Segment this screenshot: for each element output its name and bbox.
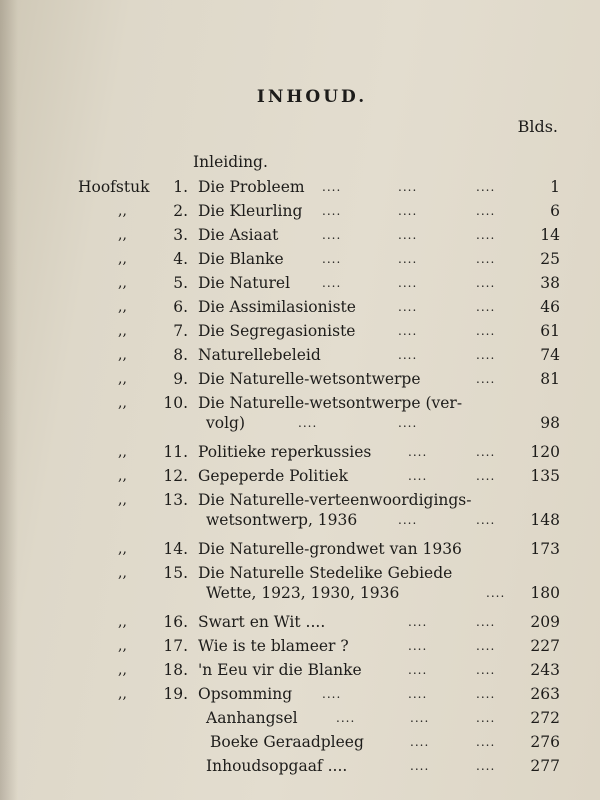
leader-dots: .... bbox=[410, 735, 430, 749]
leader-dots: .... bbox=[298, 416, 318, 430]
entry-page: 14 bbox=[540, 226, 560, 244]
ditto-mark: ,, bbox=[118, 371, 127, 387]
leader-dots: .... bbox=[408, 615, 428, 629]
leader-dots: .... bbox=[322, 228, 342, 242]
ditto-mark: ,, bbox=[118, 662, 127, 678]
entry-number: 14. bbox=[163, 540, 188, 558]
page-column-label: Blds. bbox=[517, 117, 558, 136]
leader-dots: .... bbox=[336, 711, 356, 725]
leader-dots: .... bbox=[408, 663, 428, 677]
ditto-mark: ,, bbox=[118, 323, 127, 339]
entry-page: 81 bbox=[540, 370, 560, 388]
entry-number: 8. bbox=[173, 346, 188, 364]
entry-page: 120 bbox=[530, 443, 560, 461]
entry-page: 148 bbox=[530, 511, 560, 529]
entry-number: 19. bbox=[163, 685, 188, 703]
leader-dots: .... bbox=[398, 348, 418, 362]
entry-page: 6 bbox=[550, 202, 560, 220]
entry-number: 1. bbox=[173, 178, 188, 196]
leader-dots: .... bbox=[398, 204, 418, 218]
entry-title: Opsomming bbox=[198, 685, 293, 703]
leader-dots: .... bbox=[322, 687, 342, 701]
entry-page: 25 bbox=[540, 250, 560, 268]
leader-dots: .... bbox=[476, 663, 496, 677]
entry-title: Die Probleem bbox=[198, 178, 305, 196]
leader-dots: .... bbox=[476, 469, 496, 483]
leader-dots: .... bbox=[398, 276, 418, 290]
ditto-mark: ,, bbox=[118, 541, 127, 557]
leader-dots: .... bbox=[476, 711, 496, 725]
entry-title: Die Naturel bbox=[198, 274, 291, 292]
entry-page: 38 bbox=[540, 274, 560, 292]
entry-title: Politieke reperkussies bbox=[198, 443, 372, 461]
entry-number: 15. bbox=[163, 564, 188, 582]
entry-title: Wie is te blameer ? bbox=[198, 637, 349, 655]
leader-dots: .... bbox=[398, 228, 418, 242]
entry-title: Die Assimilasioniste bbox=[198, 298, 356, 316]
entry-title-continued: Wette, 1923, 1930, 1936 bbox=[206, 584, 400, 602]
leader-dots: .... bbox=[476, 615, 496, 629]
leader-dots: .... bbox=[322, 276, 342, 290]
leader-dots: .... bbox=[486, 586, 506, 600]
entry-title: Naturellebeleid bbox=[198, 346, 321, 364]
entry-title: Die Naturelle Stedelike Gebiede bbox=[198, 564, 453, 582]
ditto-mark: ,, bbox=[118, 347, 127, 363]
leader-dots: .... bbox=[476, 639, 496, 653]
leader-dots: .... bbox=[398, 513, 418, 527]
entry-page: 263 bbox=[530, 685, 560, 703]
leader-dots: .... bbox=[408, 469, 428, 483]
entry-number: 18. bbox=[163, 661, 188, 679]
entry-page: 277 bbox=[530, 757, 560, 775]
ditto-mark: ,, bbox=[118, 395, 127, 411]
entry-page: 227 bbox=[530, 637, 560, 655]
entry-title: Die Naturelle-wetsontwerpe bbox=[198, 370, 421, 388]
entry-page: 98 bbox=[540, 414, 560, 432]
entry-title: Aanhangsel bbox=[206, 709, 298, 727]
intro-title: Inleiding. bbox=[193, 153, 268, 171]
entry-number: 2. bbox=[173, 202, 188, 220]
entry-title: Gepeperde Politiek bbox=[198, 467, 348, 485]
entry-number: 7. bbox=[173, 322, 188, 340]
leader-dots: .... bbox=[408, 687, 428, 701]
leader-dots: .... bbox=[476, 445, 496, 459]
entry-number: 11. bbox=[163, 443, 188, 461]
ditto-mark: ,, bbox=[118, 638, 127, 654]
ditto-mark: ,, bbox=[118, 444, 127, 460]
entry-page: 74 bbox=[540, 346, 560, 364]
entry-title: Die Blanke bbox=[198, 250, 284, 268]
leader-dots: .... bbox=[398, 324, 418, 338]
entry-title-continued: volg) bbox=[206, 414, 246, 432]
entry-title: Boeke Geraadpleeg bbox=[210, 733, 364, 751]
entry-page: 276 bbox=[530, 733, 560, 751]
leader-dots: .... bbox=[398, 252, 418, 266]
leader-dots: .... bbox=[408, 639, 428, 653]
entry-title: Die Asiaat bbox=[198, 226, 279, 244]
leader-dots: .... bbox=[476, 324, 496, 338]
leader-dots: .... bbox=[322, 252, 342, 266]
entry-page: 61 bbox=[540, 322, 560, 340]
leader-dots: .... bbox=[398, 180, 418, 194]
entry-page: 180 bbox=[530, 584, 560, 602]
leader-dots: .... bbox=[398, 416, 418, 430]
ditto-mark: ,, bbox=[118, 227, 127, 243]
entry-page: 135 bbox=[530, 467, 560, 485]
entry-title: Die Naturelle-verteenwoordigings- bbox=[198, 491, 472, 509]
page-title: INHOUD. bbox=[256, 87, 368, 107]
toc-entry bbox=[0, 490, 600, 530]
entry-title: Inhoudsopgaaf .... bbox=[206, 757, 348, 775]
ditto-mark: ,, bbox=[118, 492, 127, 508]
leader-dots: .... bbox=[476, 180, 496, 194]
leader-dots: .... bbox=[410, 711, 430, 725]
entry-number: 3. bbox=[173, 226, 188, 244]
entry-title: Die Segregasioniste bbox=[198, 322, 356, 340]
leader-dots: .... bbox=[476, 735, 496, 749]
entry-number: 17. bbox=[163, 637, 188, 655]
leader-dots: .... bbox=[398, 300, 418, 314]
leader-dots: .... bbox=[476, 252, 496, 266]
entry-number: 9. bbox=[173, 370, 188, 388]
leader-dots: .... bbox=[476, 687, 496, 701]
entry-page: 243 bbox=[530, 661, 560, 679]
entry-number: 5. bbox=[173, 274, 188, 292]
entry-number: 10. bbox=[163, 394, 188, 412]
ditto-mark: ,, bbox=[118, 251, 127, 267]
toc-entry bbox=[0, 563, 600, 603]
leader-dots: .... bbox=[476, 759, 496, 773]
leader-dots: .... bbox=[476, 276, 496, 290]
leader-dots: .... bbox=[410, 759, 430, 773]
leader-dots: .... bbox=[476, 348, 496, 362]
ditto-mark: ,, bbox=[118, 468, 127, 484]
leader-dots: .... bbox=[476, 300, 496, 314]
entry-title: Die Naturelle-wetsontwerpe (ver- bbox=[198, 394, 463, 412]
entry-page: 46 bbox=[540, 298, 560, 316]
leader-dots: .... bbox=[408, 445, 428, 459]
entry-title: 'n Eeu vir die Blanke bbox=[198, 661, 362, 679]
entry-title: Die Kleurling bbox=[198, 202, 303, 220]
entry-page: 272 bbox=[530, 709, 560, 727]
ditto-mark: ,, bbox=[118, 275, 127, 291]
ditto-mark: ,, bbox=[118, 565, 127, 581]
entry-number: 16. bbox=[163, 613, 188, 631]
leader-dots: .... bbox=[476, 372, 496, 386]
chapter-label: Hoofstuk bbox=[78, 178, 150, 196]
entry-number: 13. bbox=[163, 491, 188, 509]
ditto-mark: ,, bbox=[118, 686, 127, 702]
ditto-mark: ,, bbox=[118, 299, 127, 315]
leader-dots: .... bbox=[322, 204, 342, 218]
leader-dots: .... bbox=[322, 180, 342, 194]
entry-number: 6. bbox=[173, 298, 188, 316]
entry-page: 1 bbox=[550, 178, 560, 196]
entry-page: 173 bbox=[530, 540, 560, 558]
entry-title: Die Naturelle-grondwet van 1936 bbox=[198, 540, 462, 558]
ditto-mark: ,, bbox=[118, 203, 127, 219]
ditto-mark: ,, bbox=[118, 614, 127, 630]
toc-entry bbox=[0, 393, 600, 433]
entry-number: 12. bbox=[163, 467, 188, 485]
leader-dots: .... bbox=[476, 513, 496, 527]
leader-dots: .... bbox=[476, 204, 496, 218]
entry-title: Swart en Wit .... bbox=[198, 613, 326, 631]
entry-title-continued: wetsontwerp, 1936 bbox=[206, 511, 358, 529]
entry-page: 209 bbox=[530, 613, 560, 631]
entry-number: 4. bbox=[173, 250, 188, 268]
leader-dots: .... bbox=[476, 228, 496, 242]
